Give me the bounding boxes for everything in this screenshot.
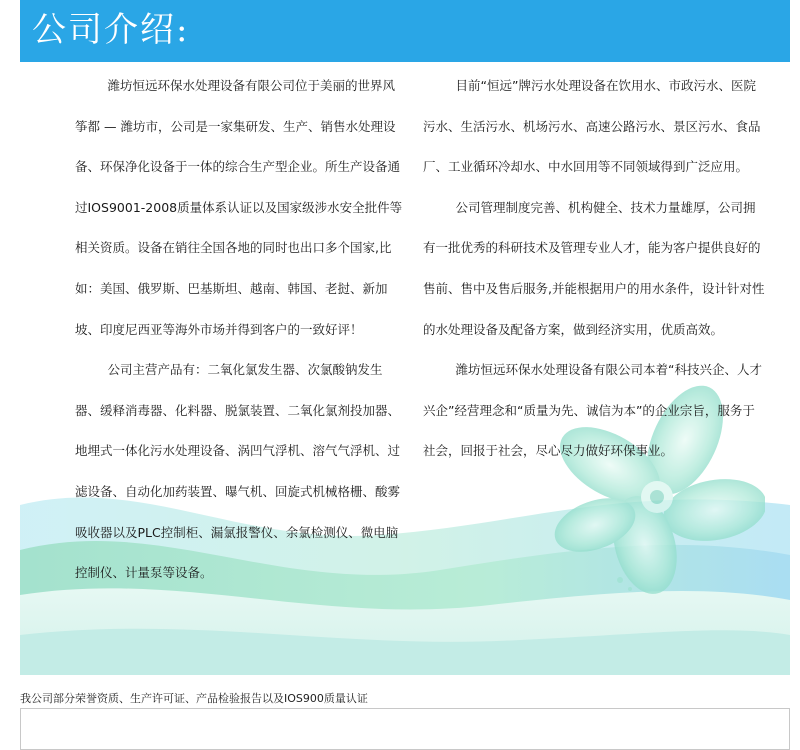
title-banner (20, 0, 790, 62)
management-paragraph: 公司管理制度完善、机构健全、技术力量雄厚，公司拥有一批优秀的科研技术及管理专业人才，能为客户提供良好的售前、售中及售后服务,并能根据用户的用水条件，设计针对性的水处理设备及配备方案，做到经济实用，优质高效。 (423, 199, 765, 337)
intro-left-column (75, 66, 407, 594)
intro-paragraph: 潍坊恒远环保水处理设备有限公司位于美丽的世界风筝都 — 潍坊市，公司是一家集研发、生产、销售水处理设备、环保净化设备于一体的综合生产型企业。所生产设备通过IOS9001-2008质量体系认证以及国家级涉水安全批件等相关资质。设备在销往全国各地的同时也出口多个国家,比如：美国、俄罗斯、巴基斯坦、越南、韩国、老挝、新加坡、印度尼西亚等海外市场并得到客户的一致好评！ (75, 78, 403, 337)
products-paragraph: 公司主营产品有：二氧化氯发生器、次氯酸钠发生器、缓释消毒器、化料器、脱氯装置、二氧化氯剂投加器、地埋式一体化污水处理设备、涡凹气浮机、溶气气浮机、过滤设备、自动化加药装置、曝气机、回旋式机械格栅、酸雾吸收器以及PLC控制柜、漏氯报警仪、余氯检测仪、微电脑控制仪、计量泵等设备。 (75, 362, 401, 581)
certificates-gallery (20, 708, 790, 750)
company-intro-panel (20, 0, 790, 675)
page-title: 公司介绍: (32, 10, 190, 50)
philosophy-paragraph: 潍坊恒远环保水处理设备有限公司本着“科技兴企、人才兴企”经营理念和“质量为先、诚信为本”的企业宗旨，服务于社会，回报于社会，尽心尽力做好环保事业。 (423, 362, 762, 459)
certificates-caption: 我公司部分荣誉资质、生产许可证、产品检验报告以及IOS900质量认证 (20, 692, 368, 705)
applications-paragraph: 目前“恒远”牌污水处理设备在饮用水、市政污水、医院污水、生活污水、机场污水、高速公路污水、景区污水、食品厂、工业循环冷却水、中水回用等不同领域得到广泛应用。 (423, 78, 761, 175)
intro-right-column (423, 66, 765, 472)
